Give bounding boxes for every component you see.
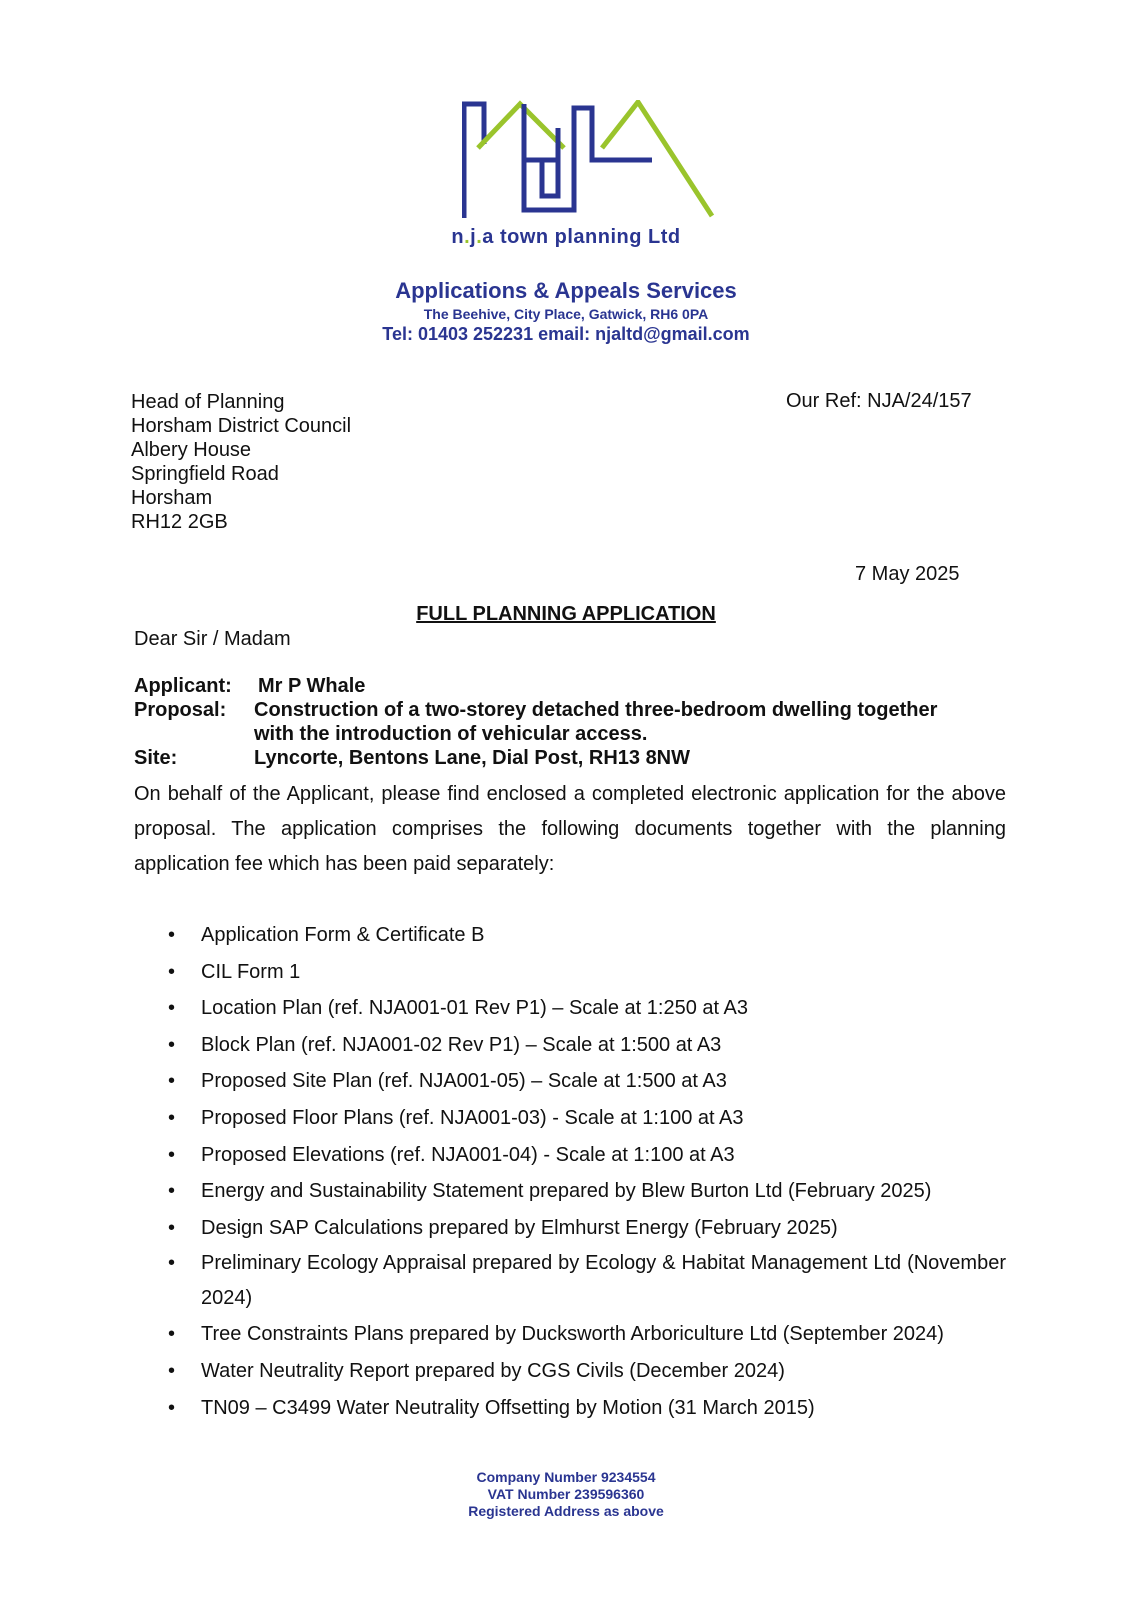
proposal-value-line1: Construction of a two-storey detached three-bedroom dwelling together: [254, 699, 938, 721]
bullet-icon: •: [168, 1323, 176, 1346]
vat-number: VAT Number 239596360: [487, 1486, 645, 1502]
registered-address: Registered Address as above: [468, 1503, 664, 1519]
address-line: Horsham District Council: [131, 415, 352, 437]
site-row: [134, 746, 984, 770]
company-address: The Beehive, City Place, Gatwick, RH6 0PA: [423, 306, 709, 322]
site-value: Lyncorte, Bentons Lane, Dial Post, RH13 8NW: [254, 747, 691, 769]
applicant-label: Applicant:: [134, 675, 232, 697]
list-item: • Location Plan (ref. NJA001-01 Rev P1) – Scale at 1:250 at A3: [0, 990, 1006, 1027]
list-item: • Proposed Floor Plans (ref. NJA001-03) - Scale at 1:100 at A3: [0, 1100, 1006, 1137]
proposal-row: [134, 698, 984, 722]
address-line: Horsham: [131, 487, 213, 509]
page-footer: [0, 1469, 1132, 1520]
bullet-icon: •: [168, 1216, 176, 1239]
proposal-label: Proposal:: [134, 699, 227, 721]
address-line: RH12 2GB: [131, 511, 228, 533]
applicant-row: [134, 674, 984, 698]
company-contact: Tel: 01403 252231 email: njaltd@gmail.com: [382, 324, 750, 344]
application-details: [134, 674, 984, 770]
list-item: • Water Neutrality Report prepared by CGS Civils (December 2024): [0, 1353, 1006, 1390]
bullet-icon: •: [168, 1143, 176, 1166]
list-item: • Tree Constraints Plans prepared by Ducksworth Arboriculture Ltd (September 2024): [0, 1316, 1006, 1353]
address-line: Albery House: [131, 439, 252, 461]
bullet-icon: •: [168, 1070, 176, 1093]
company-name: n.j.a town planning Ltd: [451, 226, 681, 248]
list-item: • TN09 – C3499 Water Neutrality Offsetting by Motion (31 March 2015): [0, 1390, 1006, 1427]
company-number: Company Number 9234554: [476, 1469, 656, 1485]
bullet-icon: •: [168, 1180, 176, 1203]
list-item: • Application Form & Certificate B: [0, 917, 1006, 954]
bullet-icon: •: [168, 997, 176, 1020]
proposal-value-line2: with the introduction of vehicular access.: [254, 723, 648, 745]
list-item: • Proposed Elevations (ref. NJA001-04) - Scale at 1:100 at A3: [0, 1137, 1006, 1174]
recipient-address: [131, 390, 351, 534]
nja-logo-icon: [462, 100, 732, 225]
bullet-icon: •: [168, 1396, 176, 1419]
bullet-icon: •: [168, 1252, 176, 1275]
proposal-row-continued: [134, 722, 984, 746]
address-line: Head of Planning: [131, 391, 285, 413]
letter-title: FULL PLANNING APPLICATION: [416, 603, 716, 625]
list-item: • Preliminary Ecology Appraisal prepared by Ecology & Habitat Management Ltd (November 2024): [0, 1246, 1006, 1316]
bullet-icon: •: [168, 1033, 176, 1056]
applicant-value: Mr P Whale: [258, 675, 366, 697]
bullet-icon: •: [168, 1106, 176, 1129]
bullet-icon: •: [168, 1359, 176, 1382]
bullet-icon: •: [168, 960, 176, 983]
bullet-icon: •: [168, 924, 176, 946]
site-label: Site:: [134, 747, 178, 769]
document-list: [0, 917, 1132, 1426]
services-title: Applications & Appeals Services: [395, 278, 737, 303]
list-item: • Block Plan (ref. NJA001-02 Rev P1) – Scale at 1:500 at A3: [0, 1027, 1006, 1064]
letter-date: 7 May 2025: [855, 563, 960, 585]
salutation: Dear Sir / Madam: [134, 628, 291, 650]
intro-paragraph: On behalf of the Applicant, please find enclosed a completed electronic application for the above proposal. The application comprises the following documents together with the planning application fee which has been paid separately:: [134, 783, 1006, 875]
our-reference: Our Ref: NJA/24/157: [786, 390, 972, 412]
address-line: Springfield Road: [131, 463, 279, 485]
list-item: • Energy and Sustainability Statement prepared by Blew Burton Ltd (February 2025): [0, 1173, 1006, 1210]
list-item: • Design SAP Calculations prepared by Elmhurst Energy (February 2025): [0, 1210, 1006, 1247]
list-item: • Proposed Site Plan (ref. NJA001-05) – Scale at 1:500 at A3: [0, 1063, 1006, 1100]
list-item: • CIL Form 1: [0, 954, 1006, 991]
